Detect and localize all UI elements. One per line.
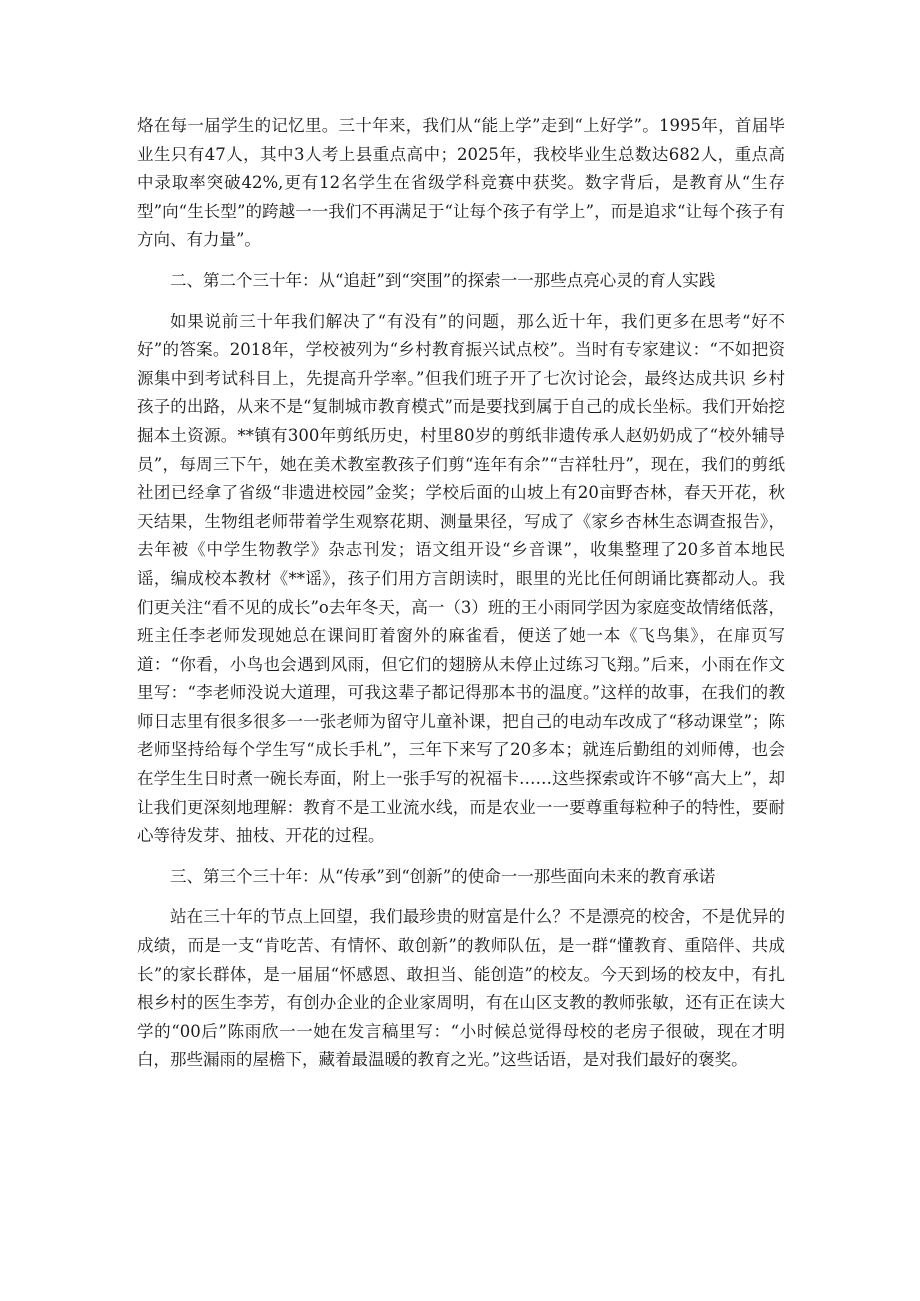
paragraph-section-3: 站在三十年的节点上回望，我们最珍贵的财富是什么？不是漂亮的校舍，不是优异的成绩，而是一支“肯吃苦、有情怀、敢创新”的教师队伍，是一群“懂教育、重陪伴、共成长”的家长群体，是一届届“怀感恩、敢担当、能创造”的校友。今天到场的校友中，有扎根乡村的医生李芳，有创办企业的企业家周明，有在山区支教的教师张敏，还有正在读大学的“00后”陈雨欣一一她在发言稿里写：“小时候总觉得母校的老房子很破，现在才明白，那些漏雨的屋檐下，藏着最温暖的教育之光。”这些话语，是对我们最好的褒奖。: [137, 907, 785, 1070]
paragraph-intro: 烙在每一届学生的记忆里。三十年来，我们从“能上学”走到“上好学”。1995年，首届毕业生只有47人，其中3人考上县重点高中；2025年，我校毕业生总数达682人，重点高中录取率突破42%,更有12名学生在省级学科竞赛中获奖。数字背后，是教育从“生存型”向“生长型”的跨越一一我们不再满足于“让每个孩子有学上”，而是追求“让每个孩子有方向、有力量”。: [137, 116, 785, 250]
section-heading-3: 三、第三个三十年：从“传承”到“创新”的使命一一那些面向未来的教育承诺: [170, 866, 716, 886]
section-heading-2: 二、第二个三十年：从“追赶”到“突围”的探索一一那些点亮心灵的育人实践: [170, 270, 716, 290]
document-body: [137, 112, 785, 1075]
paragraph-section-2: 如果说前三十年我们解决了“有没有”的问题，那么近十年，我们更多在思考“好不好”的答案。2018年，学校被列为“乡村教育振兴试点校”。当时有专家建议：“不如把资源集中到考试科目上，先提高升学率。”但我们班子开了七次讨论会，最终达成共识 乡村孩子的出路，从来不是“复制城市教育模式”而是要找到属于自己的成长坐标。我们开始挖掘本土资源。**镇有300年剪纸历史，村里80岁的剪纸非遗传承人赵奶奶成了“校外辅导员”，每周三下午，她在美术教室教孩子们剪“连年有余”“吉祥牡丹”，现在，我们的剪纸社团已经拿了省级“非遗进校园”金奖；学校后面的山坡上有20亩野杏林，春天开花，秋天结果，生物组老师带着学生观察花期、测量果径，写成了《家乡杏林生态调查报告》，去年被《中学生物教学》杂志刊发；语文组开设“乡音课”，收集整理了20多首本地民谣，编成校本教材《**谣》，孩子们用方言朗读时，眼里的光比任何朗诵比赛都动人。我们更关注“看不见的成长”o去年冬天，高一（3）班的王小雨同学因为家庭变故情绪低落，班主任李老师发现她总在课间盯着窗外的麻雀看，便送了她一本《飞鸟集》，在扉页写道：“你看，小鸟也会遇到风雨，但它们的翅膀从未停止过练习飞翔。”后来，小雨在作文里写：“李老师没说大道理，可我这辈子都记得那本书的温度。”这样的故事，在我们的教师日志里有很多很多一一张老师为留守儿童补课，把自己的电动车改成了“移动课堂”；陈老师坚持给每个学生写“成长手札”，三年下来写了20多本；就连后勤组的刘师傅，也会在学生生日时煮一碗长寿面，附上一张手写的祝福卡……这些探索或许不够“高大上”，却让我们更深刻地理解：教育不是工业流水线，而是农业一一要尊重每粒种子的特性，要耐心等待发芽、抽枝、开花的过程。: [137, 311, 785, 846]
